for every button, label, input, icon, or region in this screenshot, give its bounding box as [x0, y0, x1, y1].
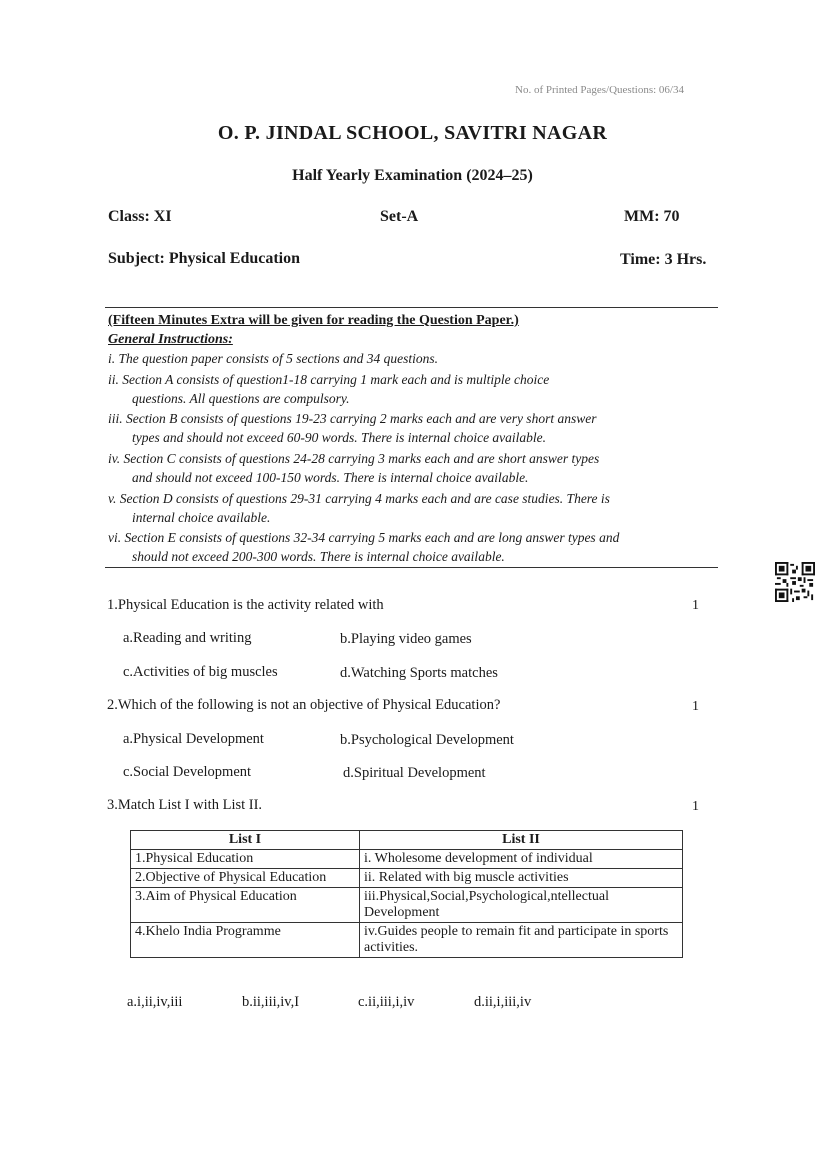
q2-option-b: b.Psychological Development: [340, 732, 514, 748]
q1-option-d: d.Watching Sports matches: [340, 665, 498, 681]
question-1-marks: 1: [692, 598, 699, 613]
divider-bottom: [105, 567, 718, 568]
q1-option-a: a.Reading and writing: [123, 630, 252, 646]
q1-option-c: c.Activities of big muscles: [123, 664, 278, 680]
q3-option-d: d.ii,i,iii,iv: [474, 994, 532, 1010]
instruction-line: iii. Section B consists of questions 19-23 carrying 2 marks each and are very short answer: [108, 411, 597, 426]
instruction-line: ii. Section A consists of question1-18 carrying 1 mark each and is multiple choice: [108, 372, 550, 387]
instruction-line: i. The question paper consists of 5 sections and 34 questions.: [108, 351, 438, 366]
qr-code-icon: [775, 562, 815, 602]
extra-time-note: (Fifteen Minutes Extra will be given for reading the Question Paper.): [108, 313, 519, 328]
set-label: Set-A: [380, 208, 419, 225]
q3-option-b: b.ii,iii,iv,I: [242, 994, 300, 1010]
question-3-text: 3.Match List I with List II.: [107, 797, 263, 813]
instruction-line: questions. All questions are compulsory.: [132, 391, 350, 406]
q2-option-a: a.Physical Development: [123, 731, 264, 747]
instruction-line: v. Section D consists of questions 29-31 carrying 4 marks each and are case studies. There is: [108, 491, 610, 506]
school-name: O. P. JINDAL SCHOOL, SAVITRI NAGAR: [217, 122, 608, 144]
question-1-text: 1.Physical Education is the activity related with: [107, 597, 384, 613]
list-2-cell: i. Wholesome development of individual: [360, 850, 683, 869]
question-2-text: 2.Which of the following is not an objective of Physical Education?: [107, 697, 501, 713]
q3-option-c: c.ii,iii,i,iv: [358, 994, 415, 1010]
list-1-cell: 4.Khelo India Programme: [131, 923, 360, 958]
list-1-cell: 3.Aim of Physical Education: [131, 888, 360, 923]
table-row: [131, 888, 683, 923]
list-1-header: List I: [131, 831, 360, 850]
match-table: [130, 830, 683, 958]
instruction-line: vi. Section E consists of questions 32-34 carrying 5 marks each and are long answer types and: [108, 530, 620, 545]
max-marks: MM: 70: [624, 208, 680, 225]
list-1-cell: 1.Physical Education: [131, 850, 360, 869]
instruction-line: should not exceed 200-300 words. There is internal choice available.: [132, 549, 505, 564]
list-2-cell: ii. Related with big muscle activities: [360, 869, 683, 888]
list-2-cell: iii.Physical,Social,Psychological,ntellectual Development: [360, 888, 683, 923]
table-header-row: [131, 831, 683, 850]
q2-option-d: d.Spiritual Development: [343, 765, 486, 781]
list-2-cell: iv.Guides people to remain fit and participate in sports activities.: [360, 923, 683, 958]
time-label: Time: 3 Hrs.: [620, 251, 707, 268]
question-3-marks: 1: [692, 799, 699, 814]
instruction-line: types and should not exceed 60-90 words. There is internal choice available.: [132, 430, 547, 445]
instruction-line: and should not exceed 100-150 words. There is internal choice available.: [132, 470, 529, 485]
q3-option-a: a.i,ii,iv,iii: [127, 994, 183, 1010]
table-row: [131, 923, 683, 958]
q1-option-b: b.Playing video games: [340, 631, 472, 647]
subject-label: Subject: Physical Education: [108, 250, 301, 267]
q2-option-c: c.Social Development: [123, 764, 252, 780]
printed-pages-note: No. of Printed Pages/Questions: 06/34: [515, 84, 684, 96]
table-row: [131, 850, 683, 869]
table-row: [131, 869, 683, 888]
instruction-line: internal choice available.: [132, 510, 271, 525]
instruction-line: iv. Section C consists of questions 24-28 carrying 3 marks each and are short answer types: [108, 451, 600, 466]
class-label: Class: XI: [108, 208, 172, 225]
divider-top: [105, 307, 718, 308]
list-2-header: List II: [360, 831, 683, 850]
list-1-cell: 2.Objective of Physical Education: [131, 869, 360, 888]
exam-title: Half Yearly Examination (2024–25): [292, 167, 533, 184]
general-instructions-title: General Instructions:: [108, 332, 233, 347]
question-2-marks: 1: [692, 699, 699, 714]
